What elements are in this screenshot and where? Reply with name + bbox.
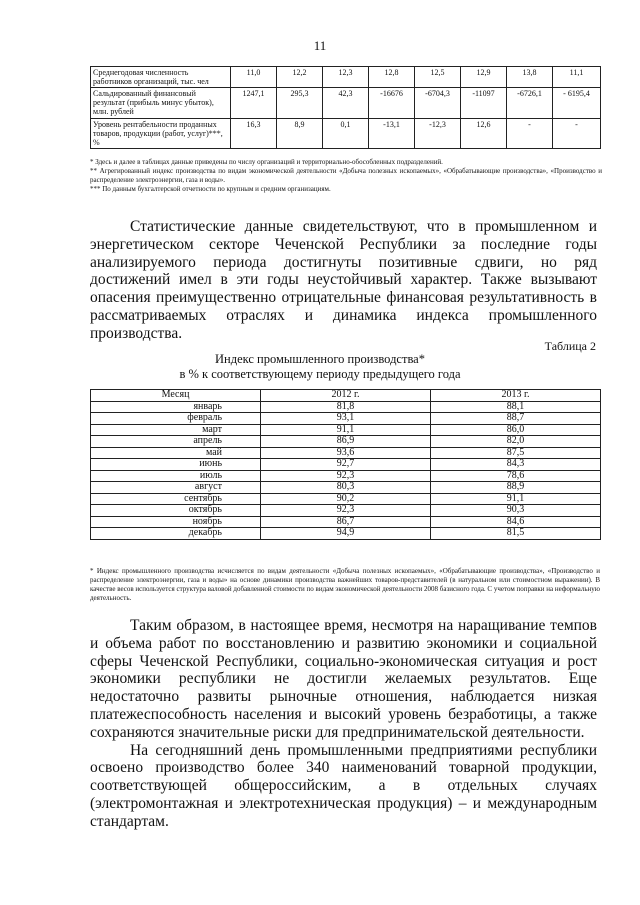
cell: 88,1	[431, 401, 601, 413]
cell: -12,3	[415, 119, 461, 149]
table-header-row	[91, 390, 601, 402]
footnote: ** Агрегированный индекс производства по видам экономической деятельности «Добыча полезных ископаемых», «Обрабатывающие производства», «Производство и распределение электроэнергии, газа и воды».	[90, 167, 602, 184]
paragraph-text: На сегодняшний день промышленными предприятиями республики освоено производство более 340 наименований товарной продукции, соответствующей общероссийским, а в отдельных случаях (электромонтажная и электротехническая продукция) – и международным стандартам.	[90, 741, 597, 830]
month-cell: август	[91, 482, 261, 494]
cell: 93,6	[261, 447, 431, 459]
cell: 88,9	[431, 482, 601, 494]
production-index-table	[90, 389, 601, 540]
month-cell: ноябрь	[91, 516, 261, 528]
table-row	[91, 447, 601, 459]
table-row	[91, 413, 601, 425]
cell: -11097	[461, 88, 507, 119]
table-row	[91, 436, 601, 448]
cell: 295,3	[277, 88, 323, 119]
column-header: 2012 г.	[261, 390, 431, 402]
cell: 87,5	[431, 447, 601, 459]
table-row	[91, 67, 601, 88]
cell: -6704,3	[415, 88, 461, 119]
cell: 8,9	[277, 119, 323, 149]
cell: 12,8	[369, 67, 415, 88]
statistics-table	[90, 66, 601, 149]
cell: 81,5	[431, 528, 601, 540]
cell: 80,3	[261, 482, 431, 494]
cell: - 6195,4	[553, 88, 601, 119]
cell: -6726,1	[507, 88, 553, 119]
row-label: Сальдированный финансовый результат (прибыль минус убыток), млн. рублей	[91, 88, 231, 119]
column-header: 2013 г.	[431, 390, 601, 402]
month-cell: июнь	[91, 459, 261, 471]
cell: 90,3	[431, 505, 601, 517]
cell: 91,1	[261, 424, 431, 436]
row-label: Среднегодовая численность работников организаций, тыс. чел	[91, 67, 231, 88]
cell: 84,3	[431, 459, 601, 471]
table-label: Таблица 2	[544, 339, 596, 353]
footnote: *** По данным бухгалтерской отчетности по крупным и средним организациям.	[90, 185, 331, 193]
row-label: Уровень рентабельности проданных товаров, продукции (работ, услуг)***, %	[91, 119, 231, 149]
cell: 82,0	[431, 436, 601, 448]
cell: 11,1	[553, 67, 601, 88]
table-row	[91, 401, 601, 413]
month-cell: май	[91, 447, 261, 459]
cell: 42,3	[323, 88, 369, 119]
cell: 92,7	[261, 459, 431, 471]
month-cell: июль	[91, 470, 261, 482]
table-row	[91, 516, 601, 528]
month-cell: декабрь	[91, 528, 261, 540]
table2-footnote	[90, 567, 600, 603]
month-cell: апрель	[91, 436, 261, 448]
cell: 12,5	[415, 67, 461, 88]
cell: 90,2	[261, 493, 431, 505]
table-subtitle: в % к соответствующему периоду предыдущего года	[179, 367, 461, 381]
cell: 13,8	[507, 67, 553, 88]
cell: 92,3	[261, 505, 431, 517]
table-row	[91, 482, 601, 494]
cell: -	[553, 119, 601, 149]
table-row	[91, 424, 601, 436]
cell: 84,6	[431, 516, 601, 528]
table-title: Индекс промышленного производства*	[215, 352, 425, 366]
footnotes	[90, 158, 602, 194]
footnote: * Индекс промышленного производства исчисляется по видам деятельности «Добыча полезных ископаемых», «Обрабатывающие производства», «Производство и распределение электроэнергии, газа и воды» на основе динамики производства важнейших товаров-представителей (в натуральном или стоимостном выражении). В качестве весов используется структура валовой добавленной стоимости по видам экономической деятельности 2008 базисного года. С учетом поправки на неформальную деятельность.	[90, 567, 600, 602]
table-row	[91, 470, 601, 482]
cell: 78,6	[431, 470, 601, 482]
cell: 94,9	[261, 528, 431, 540]
table-row	[91, 493, 601, 505]
month-cell: сентябрь	[91, 493, 261, 505]
table-row	[91, 119, 601, 149]
paragraph-text: Статистические данные свидетельствуют, что в промышленном и энергетическом секторе Чеченской Республики за последние годы анализируемого периода достигнуты позитивные сдвиги, но ряд достижений имел в эти годы неустойчивый характер. Также вызывают опасения преимущественно отрицательные финансовая результативность в рассматриваемых отраслях и динамика индекса промышленного производства.	[90, 218, 597, 342]
cell: 91,1	[431, 493, 601, 505]
cell: 86,9	[261, 436, 431, 448]
cell: 0,1	[323, 119, 369, 149]
cell: 11,0	[231, 67, 277, 88]
table-row	[91, 505, 601, 517]
cell: -13,1	[369, 119, 415, 149]
month-cell: январь	[91, 401, 261, 413]
cell: 86,7	[261, 516, 431, 528]
cell: 88,7	[431, 413, 601, 425]
month-cell: март	[91, 424, 261, 436]
table-row	[91, 528, 601, 540]
cell: 16,3	[231, 119, 277, 149]
cell: 12,9	[461, 67, 507, 88]
cell: -	[507, 119, 553, 149]
column-header: Месяц	[91, 390, 261, 402]
cell: -16676	[369, 88, 415, 119]
cell: 12,6	[461, 119, 507, 149]
cell: 86,0	[431, 424, 601, 436]
footnote: * Здесь и далее в таблицах данные приведены по числу организаций и территориально-обособленных подразделений.	[90, 158, 443, 166]
cell: 12,2	[277, 67, 323, 88]
month-cell: октябрь	[91, 505, 261, 517]
cell: 12,3	[323, 67, 369, 88]
paragraph-text: Таким образом, в настоящее время, несмотря на наращивание темпов и объема работ по восстановлению и развитию экономики и социальной сферы Чеченской Республики, социально-экономическая ситуация и рост экономики республики не достигли желаемых результатов. Еще недостаточно развиты рыночные отношения, наблюдается низкая платежеспособность населения и высокий уровень безработицы, а также сохраняются значительные риски для предпринимательской деятельности.	[90, 617, 597, 741]
cell: 93,1	[261, 413, 431, 425]
cell: 92,3	[261, 470, 431, 482]
cell: 1247,1	[231, 88, 277, 119]
body-paragraph-2	[90, 617, 597, 831]
month-cell: февраль	[91, 413, 261, 425]
body-paragraph-1	[90, 218, 597, 343]
page-number: 11	[313, 38, 327, 53]
cell: 81,8	[261, 401, 431, 413]
table-row	[91, 88, 601, 119]
table-row	[91, 459, 601, 471]
